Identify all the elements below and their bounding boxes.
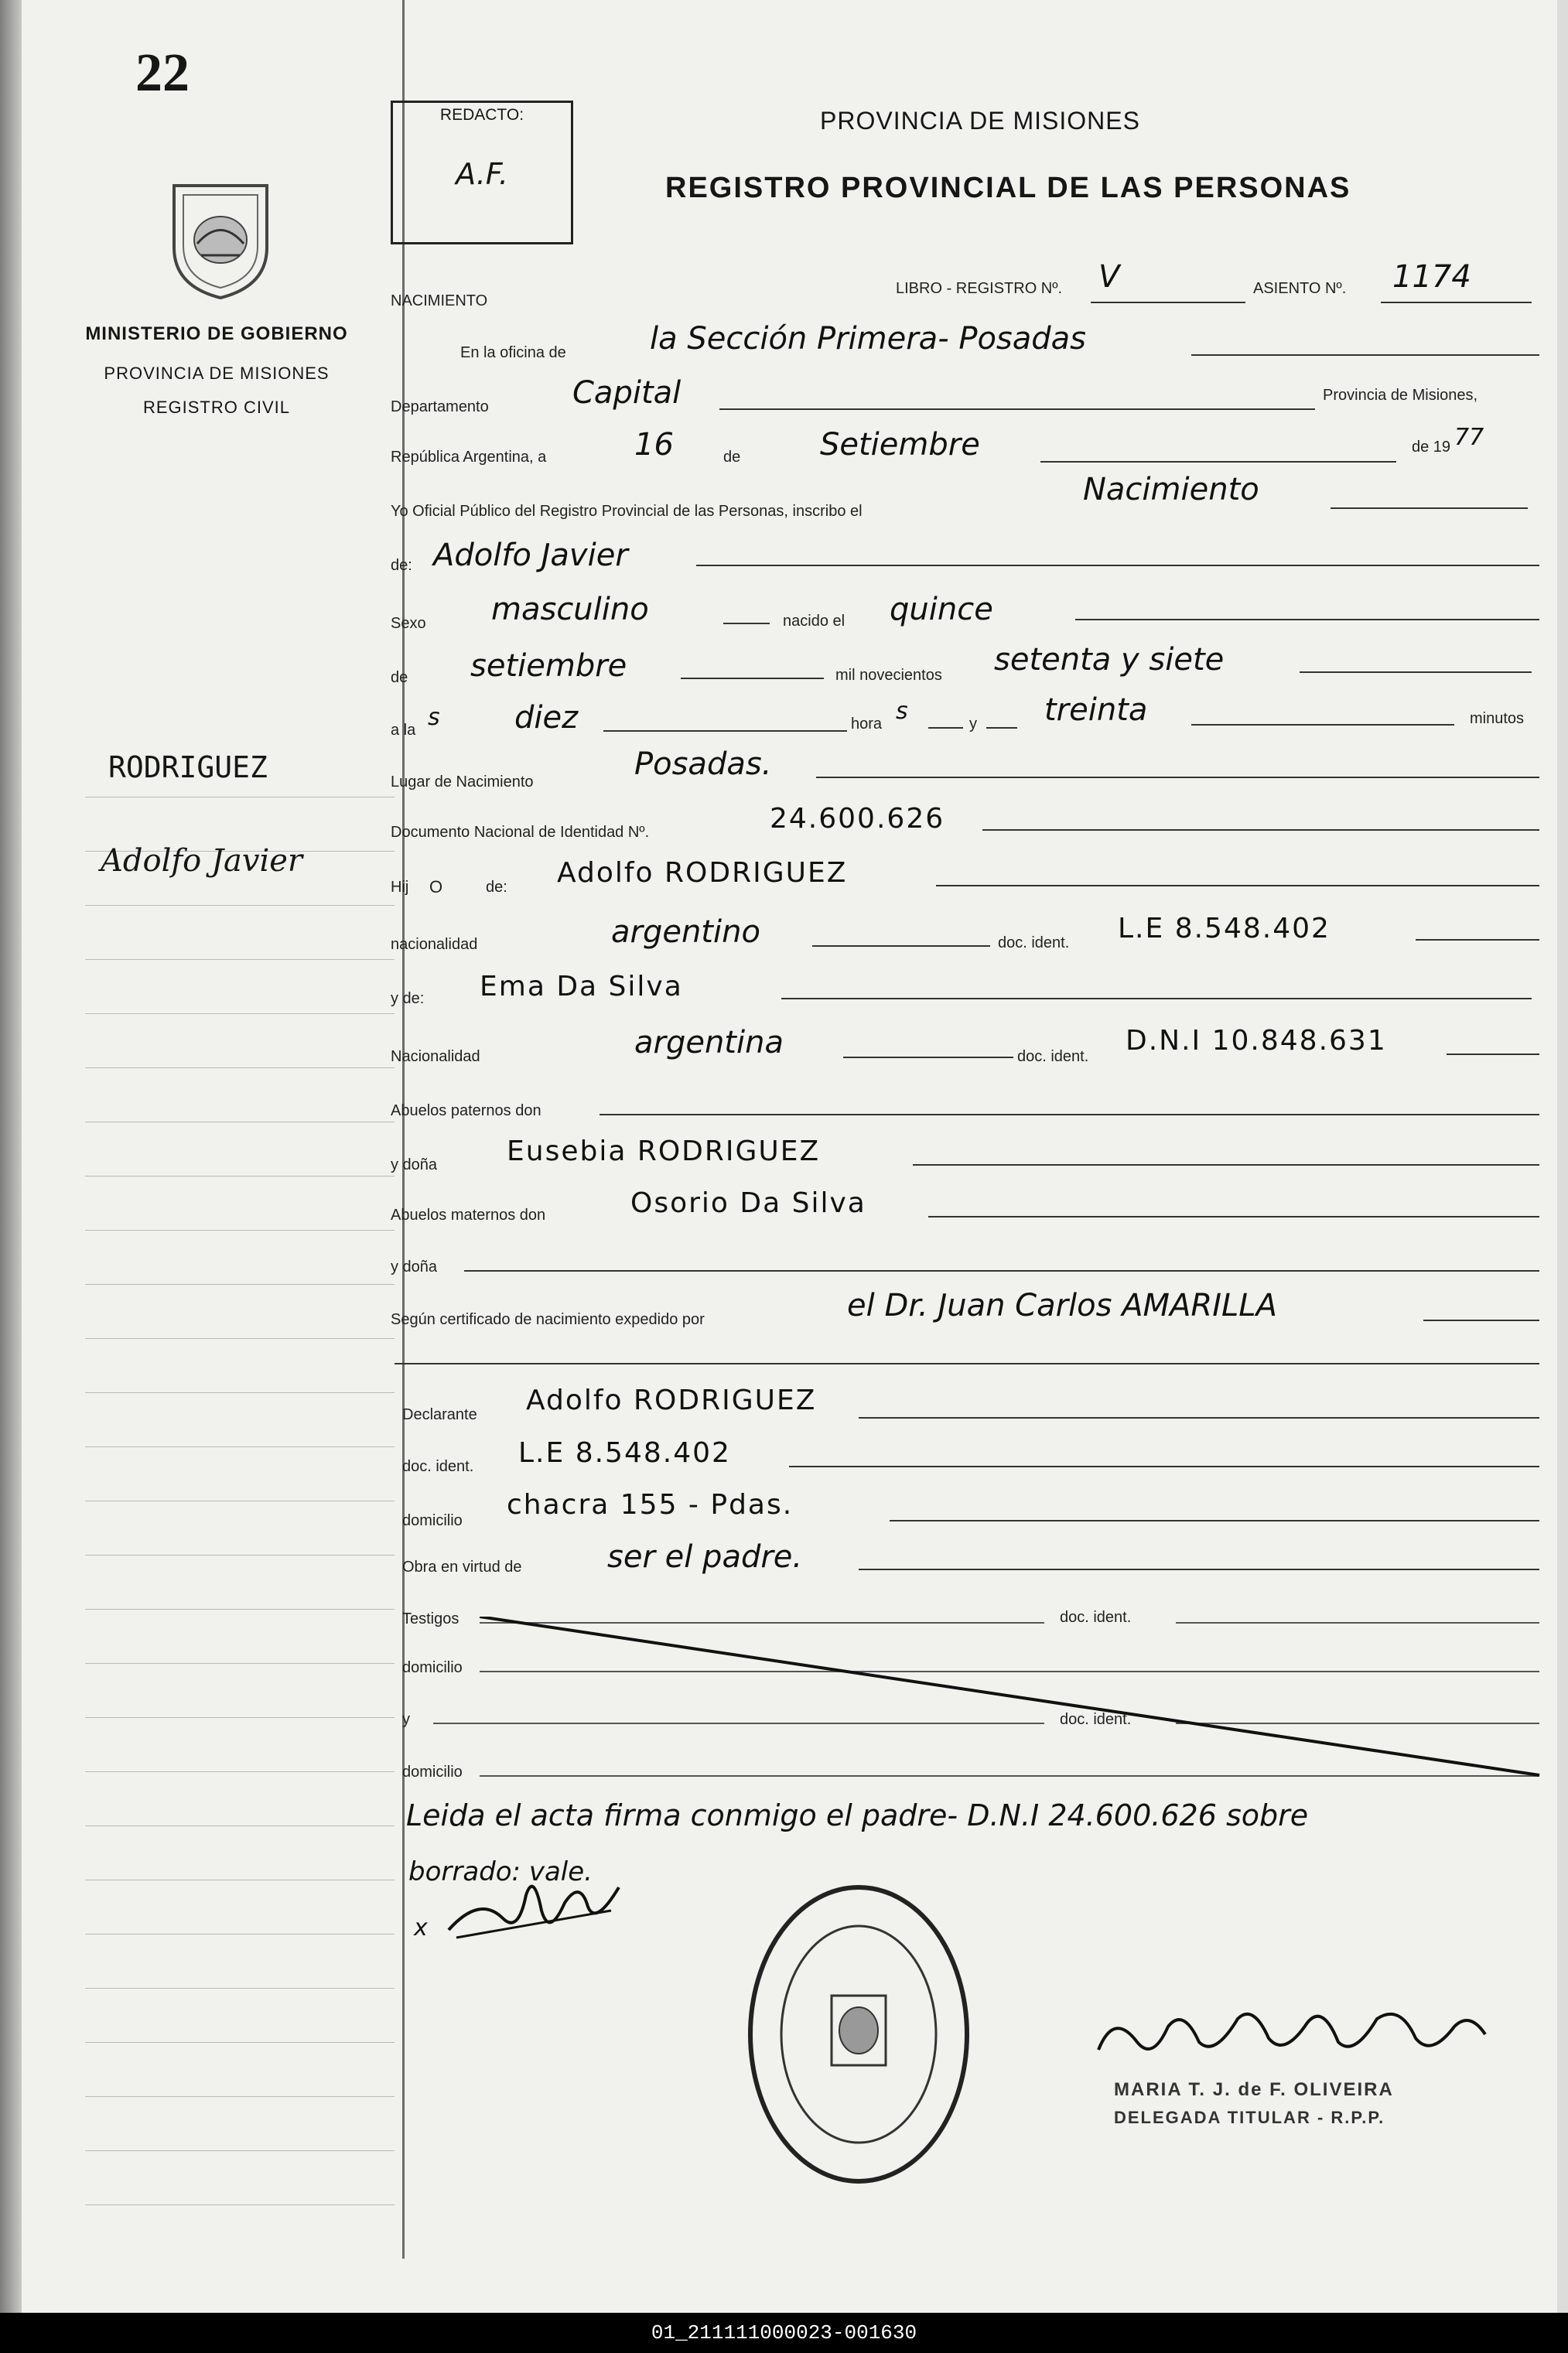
certificado-rule xyxy=(1423,1320,1539,1321)
departamento-label: Departamento xyxy=(391,398,489,415)
officer-name: MARIA T. J. de F. OLIVEIRA xyxy=(1114,2079,1394,2100)
cancel-slash xyxy=(480,1617,1547,1779)
anio-label: de 19 xyxy=(1412,439,1451,456)
redacto-box xyxy=(391,101,573,244)
hijo-suffix: O xyxy=(429,877,443,896)
libro-rule xyxy=(1091,302,1245,303)
minutos-value: treinta xyxy=(1044,692,1148,728)
margin-rule xyxy=(85,1663,395,1664)
madre-doc-value: D.N.I 10.848.631 xyxy=(1126,1025,1387,1057)
mes-rule xyxy=(1040,461,1396,463)
nota-linea-1: Leida el acta firma conmigo el padre- D.N.I 24.600.626 sobre xyxy=(406,1798,1309,1832)
sexo-rule xyxy=(723,623,770,624)
abuela-paterna-rule xyxy=(913,1164,1539,1166)
nombre-value: Adolfo Javier xyxy=(433,538,628,573)
hijo-label: Hij xyxy=(391,879,409,896)
mes-value: Setiembre xyxy=(820,427,980,463)
padre-doc-value: L.E 8.548.402 xyxy=(1118,913,1331,944)
officer-title: DELEGADA TITULAR - R.P.P. xyxy=(1114,2108,1385,2127)
redacto-label: REDACTO: xyxy=(439,106,524,124)
margin-rule xyxy=(85,1609,395,1610)
padre-nacionalidad-rule xyxy=(812,945,990,947)
certificado-rule-2 xyxy=(395,1363,1539,1364)
margin-rule xyxy=(85,959,395,960)
margin-surname: RODRIGUEZ xyxy=(108,750,268,784)
margin-rule xyxy=(85,1392,395,1393)
dni-value: 24.600.626 xyxy=(770,803,945,835)
horas-label: hora xyxy=(851,715,883,733)
margin-rule xyxy=(85,2204,395,2205)
lugar-label: Lugar de Nacimiento xyxy=(391,774,534,791)
margin-rule xyxy=(85,2150,395,2151)
libro-label: LIBRO - REGISTRO Nº. xyxy=(896,280,1063,297)
a-las-suffix: s xyxy=(428,704,440,731)
nacido-dia-rule xyxy=(1075,619,1539,620)
provincia-label: Provincia de Misiones, xyxy=(1323,387,1478,404)
libro-value: V xyxy=(1098,259,1120,295)
testigos-doc-label: doc. ident. xyxy=(1060,1609,1132,1626)
header-province: PROVINCIA DE MISIONES xyxy=(820,107,1140,135)
page-edge-shadow xyxy=(0,0,22,2313)
sexo-value: masculino xyxy=(491,592,649,627)
margin-rule xyxy=(85,1067,395,1068)
testigos-doc2-label: doc. ident. xyxy=(1060,1711,1132,1728)
margin-rule xyxy=(85,2042,395,2043)
y-dona-label: y doña xyxy=(391,1156,438,1173)
testigos-label: Testigos xyxy=(402,1610,459,1627)
declarant-signature xyxy=(433,1864,650,1949)
nota-linea-2: borrado: vale. xyxy=(408,1856,593,1887)
testigos-y-label: y xyxy=(402,1711,410,1728)
declarante-label: Declarante xyxy=(402,1406,477,1423)
margin-rule xyxy=(85,1771,395,1772)
nacido-anio-rule xyxy=(1300,671,1532,673)
horas-value: diez xyxy=(514,700,579,736)
margin-rule xyxy=(85,1988,395,1989)
official-stamp xyxy=(743,1880,975,2189)
header-registry: REGISTRO PROVINCIAL DE LAS PERSONAS xyxy=(665,172,1351,204)
margin-rule xyxy=(85,1825,395,1826)
footer-code: 01_211111000023-001630 xyxy=(0,2313,1568,2353)
dia-value: 16 xyxy=(634,427,674,463)
de-nombre-label: de: xyxy=(391,557,412,574)
mil-label: mil novecientos xyxy=(835,667,942,684)
oficial-label: Yo Oficial Público del Registro Provincial de las Personas, inscribo el xyxy=(391,503,863,520)
y-de-label: y de: xyxy=(391,990,425,1007)
margin-rule xyxy=(85,1446,395,1447)
hijo-de-label: de: xyxy=(486,879,507,896)
nacido-dia-value: quince xyxy=(890,592,993,627)
redacto-value: A.F. xyxy=(456,157,508,191)
abuelos-maternos-label: Abuelos maternos don xyxy=(391,1207,546,1224)
domicilio-value: chacra 155 - Pdas. xyxy=(507,1489,794,1521)
republica-label: República Argentina, a xyxy=(391,449,547,466)
y-rule xyxy=(986,727,1017,729)
nombre-rule xyxy=(696,565,1539,566)
horas-rule xyxy=(603,730,847,732)
margin-rule xyxy=(85,1717,395,1718)
madre-nacionalidad-value: argentina xyxy=(634,1025,784,1060)
dni-label: Documento Nacional de Identidad Nº. xyxy=(391,824,650,841)
dni-rule xyxy=(982,829,1539,831)
testigos-domicilio-label: domicilio xyxy=(402,1659,463,1676)
lugar-rule xyxy=(816,777,1539,778)
margin-rule xyxy=(85,1284,395,1285)
asiento-value: 1174 xyxy=(1392,259,1471,295)
asiento-label: ASIENTO Nº. xyxy=(1253,280,1347,297)
oficina-label: En la oficina de xyxy=(460,344,566,361)
departamento-rule xyxy=(719,408,1315,410)
margin-rule xyxy=(85,1230,395,1231)
asiento-rule xyxy=(1381,302,1532,303)
margin-rule xyxy=(85,1013,395,1014)
obra-rule xyxy=(859,1569,1539,1570)
margin-rule xyxy=(85,1338,395,1339)
nacido-anio-value: setenta y siete xyxy=(994,642,1225,678)
horas-suffix-rule xyxy=(928,727,963,729)
y-label: y xyxy=(969,715,977,733)
certificado-label: Según certificado de nacimiento expedido por xyxy=(391,1311,705,1328)
horas-suffix: s xyxy=(896,698,908,725)
madre-rule xyxy=(781,998,1532,999)
nacionalidad-madre-label: Nacionalidad xyxy=(391,1048,480,1065)
madre-doc-rule xyxy=(1447,1054,1539,1055)
domicilio-label: domicilio xyxy=(402,1512,463,1529)
margin-rule xyxy=(85,1934,395,1935)
y-dona-materna-label: y doña xyxy=(391,1258,438,1276)
nacido-mes-value: setiembre xyxy=(470,648,627,684)
domicilio-rule xyxy=(890,1520,1539,1521)
de-label: de xyxy=(723,449,741,466)
obra-value: ser el padre. xyxy=(607,1539,803,1575)
a-las-label: a la xyxy=(391,722,416,739)
inscribo-value: Nacimiento xyxy=(1083,472,1259,507)
minutos-label: minutos xyxy=(1470,710,1525,727)
oficina-rule xyxy=(1191,354,1539,356)
de-mes-label: de xyxy=(391,669,408,686)
declarante-doc-value: L.E 8.548.402 xyxy=(518,1437,731,1469)
certificado-value: el Dr. Juan Carlos AMARILLA xyxy=(847,1288,1277,1323)
doc-ident-madre-label: doc. ident. xyxy=(1017,1048,1089,1065)
declarante-doc-rule xyxy=(789,1466,1539,1467)
ministry-province: PROVINCIA DE MISIONES xyxy=(104,364,330,383)
declarante-value: Adolfo RODRIGUEZ xyxy=(526,1385,817,1416)
padre-nacionalidad-value: argentino xyxy=(611,914,760,950)
declarante-rule xyxy=(859,1417,1539,1419)
abuela-materna-rule xyxy=(464,1270,1539,1272)
padre-rule xyxy=(936,885,1539,886)
margin-divider xyxy=(402,0,405,2259)
sexo-label: Sexo xyxy=(391,615,426,632)
padre-doc-rule xyxy=(1416,939,1539,941)
padre-value: Adolfo RODRIGUEZ xyxy=(557,857,848,889)
testigos-domicilio2-label: domicilio xyxy=(402,1764,463,1781)
page-number: 22 xyxy=(135,43,190,103)
margin-rule xyxy=(85,1555,395,1556)
nacionalidad-label: nacionalidad xyxy=(391,936,478,953)
firma-marca: x xyxy=(414,1914,428,1941)
anio-value: 77 xyxy=(1454,424,1484,451)
ministry-seal-icon xyxy=(159,170,282,302)
madre-value: Ema Da Silva xyxy=(480,971,683,1002)
departamento-value: Capital xyxy=(572,375,682,411)
minutos-rule xyxy=(1191,724,1454,726)
abuelos-paternos-label: Abuelos paternos don xyxy=(391,1102,541,1119)
oficina-value: la Sección Primera- Posadas xyxy=(650,321,1087,357)
margin-given-names: Adolfo Javier xyxy=(101,843,303,879)
abuelo-materno-value: Osorio Da Silva xyxy=(630,1187,866,1219)
inscribo-rule xyxy=(1331,507,1528,509)
nacido-label: nacido el xyxy=(783,613,845,630)
act-type-label: NACIMIENTO xyxy=(391,292,488,309)
madre-nacionalidad-rule xyxy=(843,1057,1013,1058)
nacido-mes-rule xyxy=(681,678,824,679)
declarante-doc-label: doc. ident. xyxy=(402,1458,474,1475)
doc-ident-label: doc. ident. xyxy=(998,934,1070,951)
abuelo-materno-rule xyxy=(928,1216,1539,1217)
abuelos-paternos-rule xyxy=(600,1114,1539,1115)
ministry-office: REGISTRO CIVIL xyxy=(142,398,291,417)
ministry-title: MINISTERIO DE GOBIERNO xyxy=(85,323,348,344)
obra-label: Obra en virtud de xyxy=(402,1559,522,1576)
margin-rule xyxy=(85,2096,395,2097)
margin-rule xyxy=(85,905,395,906)
officer-signature xyxy=(1091,1996,1493,2065)
lugar-value: Posadas. xyxy=(634,746,772,782)
abuela-paterna-value: Eusebia RODRIGUEZ xyxy=(507,1136,821,1167)
